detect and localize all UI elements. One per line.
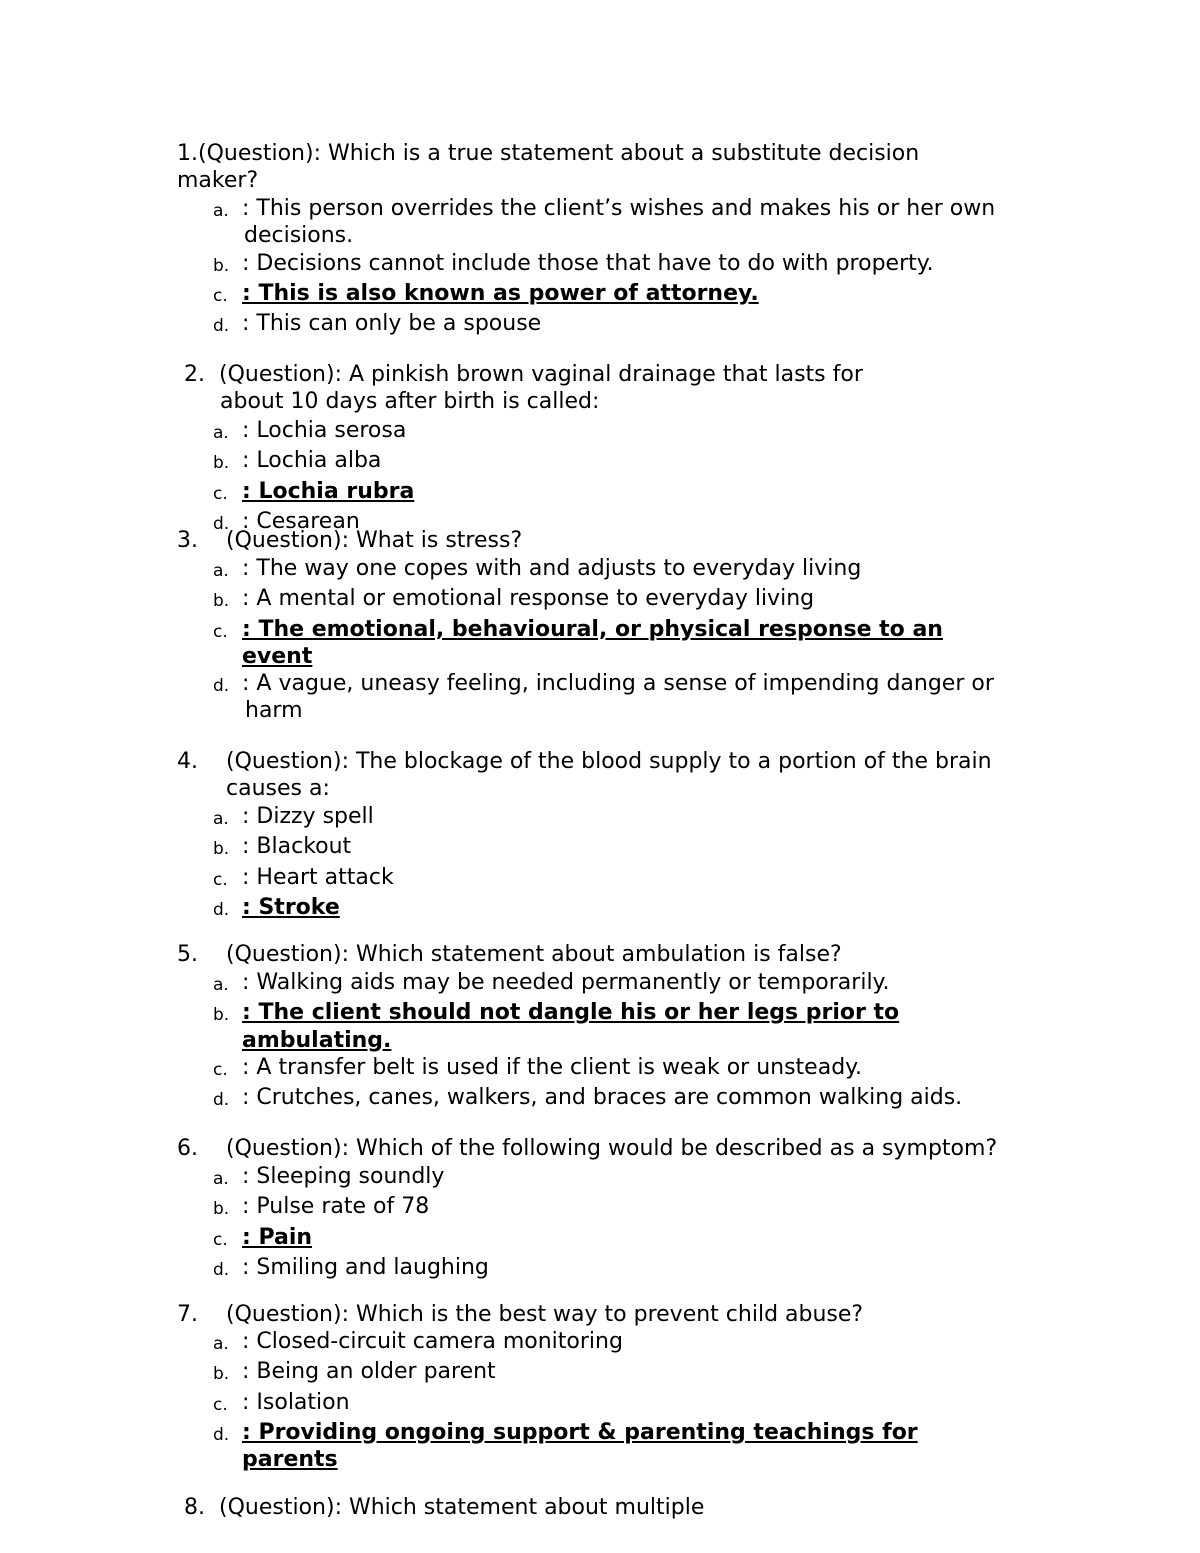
- option-d-correct: [213, 894, 1093, 924]
- option-letter: d.: [213, 1090, 230, 1111]
- option-text: : This is also known as power of attorney.: [242, 280, 759, 306]
- question-number: 5.: [177, 942, 198, 967]
- question-text: (Question): Which of the following would be described as a symptom?: [226, 1136, 998, 1161]
- question-text: (Question): Which is the best way to prevent child abuse?: [226, 1302, 864, 1327]
- option-text: : A transfer belt is used if the client is weak or unsteady.: [242, 1054, 863, 1080]
- option-text: : Blackout: [242, 834, 352, 860]
- option-c-correct: [213, 280, 1093, 310]
- option-text: : This person overrides the client’s wishes and makes his or her own: [242, 196, 996, 221]
- options-list: [213, 1163, 1093, 1284]
- question-number: 4.: [177, 749, 198, 774]
- option-text: : Pain: [242, 1224, 313, 1250]
- option-text: : Walking aids may be needed permanently or temporarily.: [242, 970, 890, 995]
- option-letter: c.: [213, 621, 228, 642]
- option-text-continued: harm: [245, 698, 303, 724]
- option-text: : Lochia rubra: [242, 478, 415, 504]
- option-b: [213, 250, 1093, 280]
- option-text: : Lochia serosa: [242, 418, 407, 443]
- question-number: 1.: [177, 141, 198, 166]
- option-letter: b.: [213, 255, 230, 276]
- option-letter: c.: [213, 1394, 228, 1415]
- option-c: [213, 1054, 1093, 1084]
- option-text: : Cesarean: [242, 508, 360, 534]
- option-letter: a.: [213, 423, 229, 443]
- option-text-continued: decisions.: [244, 223, 354, 249]
- option-a: [213, 417, 1093, 447]
- question-stem: [177, 1135, 997, 1162]
- option-text: : A vague, uneasy feeling, including a sense of impending danger or: [242, 671, 994, 697]
- option-text: : The emotional, behavioural, or physical response to an: [242, 616, 943, 642]
- question-text-continued: maker?: [177, 168, 259, 193]
- option-letter: b.: [213, 839, 230, 860]
- options-list: [213, 1328, 1093, 1473]
- question-stem: [177, 527, 522, 554]
- question-number: 8.: [184, 1495, 205, 1520]
- option-text: : Crutches, canes, walkers, and braces are common walking aids.: [242, 1085, 963, 1111]
- option-letter: a.: [213, 809, 229, 829]
- option-letter: b.: [213, 1364, 230, 1385]
- option-letter: b.: [213, 591, 230, 612]
- option-a: [213, 969, 1093, 999]
- option-letter: a.: [213, 975, 229, 995]
- question-text: (Question): What is stress?: [226, 528, 523, 553]
- option-c-correct: [213, 1224, 1093, 1254]
- option-text: : Smiling and laughing: [242, 1254, 489, 1280]
- option-a: [213, 1328, 1093, 1358]
- option-letter: c.: [213, 1059, 228, 1080]
- question-number: 7.: [177, 1302, 198, 1327]
- option-d-correct: [213, 1419, 1093, 1474]
- option-text: : Lochia alba: [242, 448, 382, 474]
- question-text: (Question): Which statement about ambulation is false?: [226, 942, 842, 967]
- question-text-continued: causes a:: [226, 776, 330, 801]
- option-letter: d.: [213, 1424, 230, 1445]
- option-text: : Heart attack: [242, 864, 394, 890]
- option-letter: d.: [213, 513, 230, 534]
- option-text: : Dizzy spell: [242, 804, 374, 829]
- option-letter: c.: [213, 869, 228, 890]
- option-text-continued: ambulating.: [242, 1027, 392, 1053]
- option-letter: c.: [213, 1229, 228, 1250]
- options-list: [213, 803, 1093, 924]
- option-b: [213, 833, 1093, 863]
- option-text: : This can only be a spouse: [242, 311, 542, 337]
- option-letter: c.: [213, 483, 228, 504]
- option-b-correct: [213, 999, 1093, 1054]
- option-c: [213, 1389, 1093, 1419]
- question-text-continued: about 10 days after birth is called:: [220, 389, 600, 414]
- option-b: [213, 1358, 1093, 1388]
- question-stem: [184, 361, 863, 415]
- question-stem: [177, 748, 992, 802]
- option-text: : Pulse rate of 78: [242, 1194, 430, 1220]
- question-text: (Question): Which statement about multiple: [219, 1495, 705, 1520]
- option-letter: d.: [213, 676, 230, 697]
- option-text: : Isolation: [242, 1389, 350, 1415]
- option-letter: d.: [213, 316, 230, 337]
- option-text: : Decisions cannot include those that have to do with property.: [242, 250, 934, 276]
- question-number: 3.: [177, 528, 198, 553]
- option-text: : Providing ongoing support & parenting teachings for: [242, 1419, 918, 1445]
- option-a: [213, 555, 1093, 585]
- question-stem: [177, 140, 919, 194]
- options-list: [213, 555, 1093, 725]
- option-b: [213, 1193, 1093, 1223]
- options-list: [213, 195, 1093, 340]
- option-c: [213, 864, 1093, 894]
- question-number: 6.: [177, 1136, 198, 1161]
- option-letter: d.: [213, 899, 230, 920]
- question-stem: [177, 1301, 863, 1328]
- option-letter: b.: [213, 1005, 230, 1026]
- option-d: [213, 1084, 1093, 1114]
- option-letter: a.: [213, 1334, 229, 1354]
- option-a: [213, 195, 1093, 250]
- option-text: : Closed-circuit camera monitoring: [242, 1329, 623, 1354]
- options-list: [213, 969, 1093, 1114]
- option-text: : The way one copes with and adjusts to everyday living: [242, 556, 862, 581]
- question-text: (Question): Which is a true statement about a substitute decision: [198, 141, 920, 166]
- option-text: : A mental or emotional response to everyday living: [242, 586, 815, 612]
- question-number: 2.: [184, 362, 205, 387]
- option-a: [213, 1163, 1093, 1193]
- option-d: [213, 310, 1093, 340]
- options-list: [213, 417, 1093, 538]
- option-letter: d.: [213, 1259, 230, 1280]
- question-stem: [177, 941, 842, 968]
- option-letter: a.: [213, 1169, 229, 1189]
- question-stem: [184, 1494, 704, 1521]
- option-letter: c.: [213, 285, 228, 306]
- option-letter: b.: [213, 1199, 230, 1220]
- option-b: [213, 447, 1093, 477]
- option-c-correct: [213, 478, 1093, 508]
- option-c-correct: [213, 616, 1093, 671]
- option-text: : Sleeping soundly: [242, 1164, 445, 1189]
- option-letter: a.: [213, 561, 229, 581]
- option-text: : The client should not dangle his or her legs prior to: [242, 1000, 900, 1026]
- option-text-continued: parents: [242, 1447, 338, 1473]
- option-text: : Being an older parent: [242, 1359, 496, 1385]
- question-text: (Question): A pinkish brown vaginal drainage that lasts for: [219, 362, 863, 387]
- question-text: (Question): The blockage of the blood supply to a portion of the brain: [226, 749, 992, 774]
- option-d: [213, 670, 1093, 725]
- option-d: [213, 1254, 1093, 1284]
- option-text-continued: event: [242, 643, 313, 669]
- option-letter: a.: [213, 201, 229, 221]
- option-a: [213, 803, 1093, 833]
- option-letter: b.: [213, 453, 230, 474]
- option-text: : Stroke: [242, 894, 340, 920]
- option-b: [213, 585, 1093, 615]
